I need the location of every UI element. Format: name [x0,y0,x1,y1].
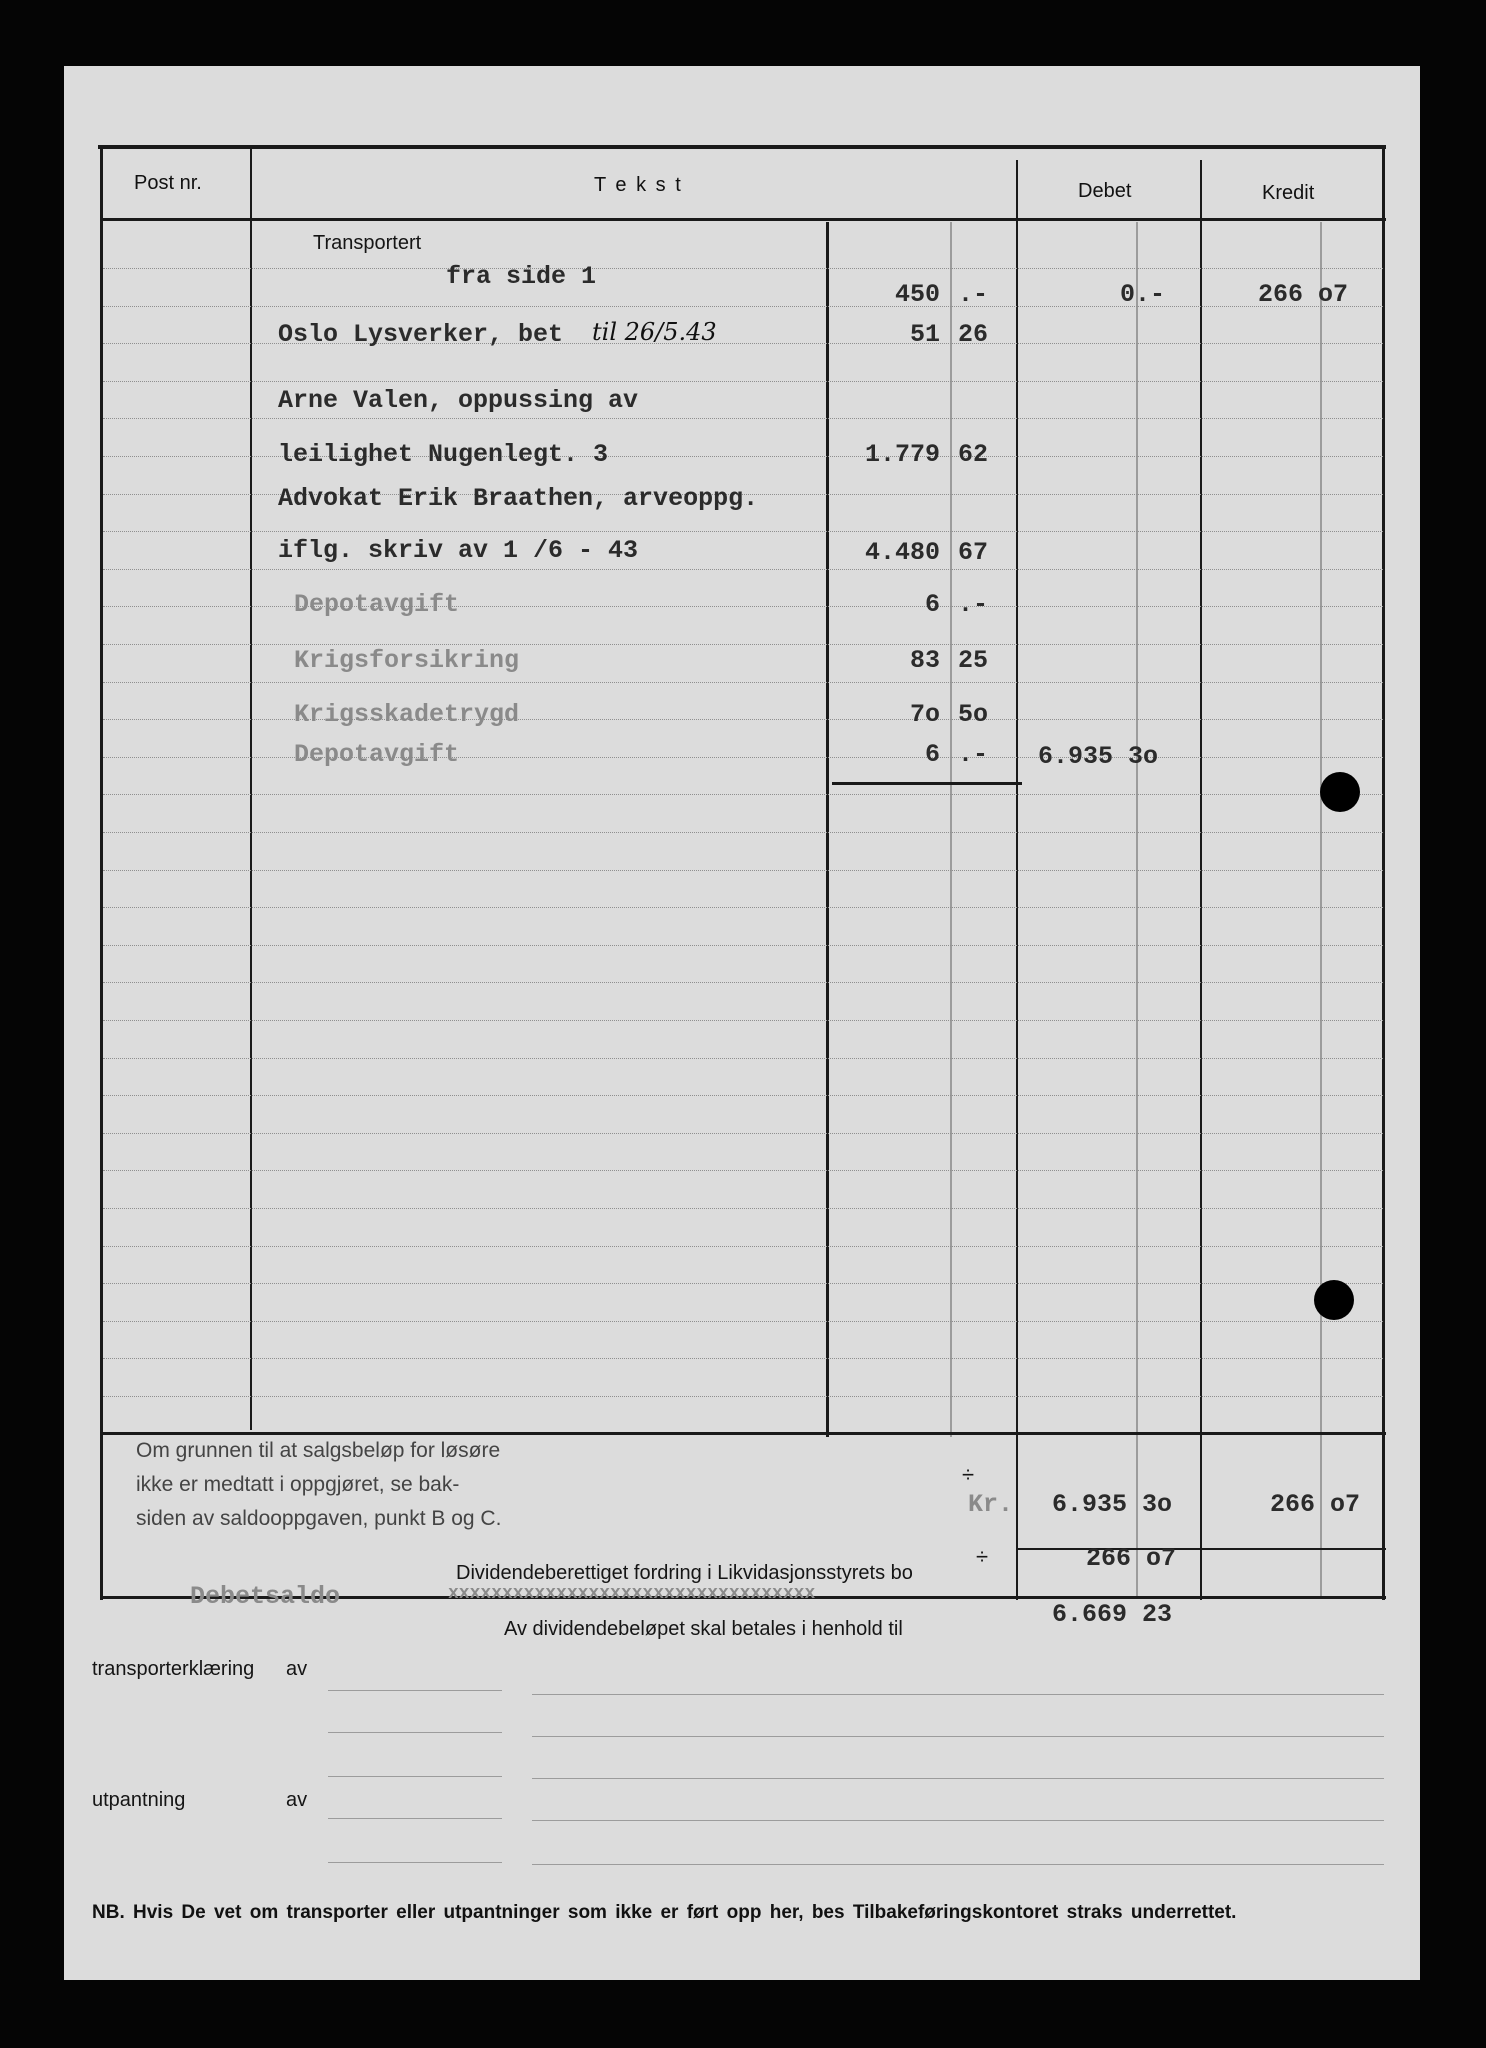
signature-line [532,1820,1384,1821]
signature-line [532,1778,1384,1779]
signature-line [328,1690,502,1691]
ruled-line [103,418,1383,419]
ruled-line [103,306,1383,307]
total-debet: 6.935 3o [1052,1490,1173,1519]
ruled-line [103,381,1383,382]
av-label: av [286,1789,308,1811]
entry-kr: 1.779 [864,440,940,469]
entry-ore: 5o [958,700,989,729]
strikeout-text: xxxxxxxxxxxxxxxxxxxxxxxxxxxxxxxxxx [448,1584,816,1604]
entry-text: Advokat Erik Braathen, arveoppg. [278,484,759,513]
entry-text: fra side 1 [446,262,597,291]
ruled-line [103,1170,1383,1171]
ruled-line [103,531,1383,532]
entry-ore: .- [958,740,989,769]
ruled-line [103,1095,1383,1096]
ruled-line [103,1020,1383,1021]
signature-line [328,1862,502,1863]
ruled-line [103,1396,1383,1397]
debet-ore-divider [1136,222,1138,1597]
left-border [100,145,103,1600]
dividend-label: Dividendeberettiget fordring i Likvidasjonsstyrets bo [456,1562,913,1584]
ruled-line [103,1208,1383,1209]
sum-debet: 6.935 3o [1038,742,1159,771]
total-kredit: 266 o7 [1270,1490,1361,1519]
entry-ore: 67 [958,538,989,567]
entry-ore: 25 [958,646,989,675]
table-top-rule [98,145,1386,149]
punch-hole [1314,1280,1354,1320]
minus-kredit: 266 o7 [1086,1544,1177,1573]
inner-ore-divider [950,222,952,1437]
entry-handwritten-note: til 26/5.43 [592,318,717,346]
entry-kr: 6 [924,740,940,769]
entry-text: Depotavgift [294,590,460,619]
entry-ore: 26 [958,320,989,349]
divide-sign: ÷ [962,1462,975,1487]
form-page [64,66,1420,1980]
ruled-line [103,870,1383,871]
ruled-line [103,1358,1383,1359]
transport-kredit: 266 o7 [1258,280,1349,309]
utpantning-label: utpantning [92,1789,186,1811]
av-dividende-label: Av dividendebeløpet skal betales i henhold til [504,1618,903,1640]
signature-line [328,1818,502,1819]
ruled-line [103,268,1383,269]
signature-line [532,1864,1384,1865]
tekst-col-divider [1016,160,1018,1600]
header-post-nr: Post nr. [134,172,202,194]
entry-kr: 4.480 [864,538,940,567]
kr-label: Kr. [968,1490,1014,1519]
nb-notice: NB. Hvis De vet om transporter eller utpantninger som ikke er ført opp her, bes Tilbakeføringskontoret straks underrettet. [92,1902,1237,1923]
entry-text: leilighet Nugenlegt. 3 [278,440,609,469]
ruled-line [103,682,1383,683]
ruled-line [103,945,1383,946]
ruled-line [103,794,1383,795]
note-line: ikke er medtatt i oppgjøret, se bak- [136,1473,460,1496]
subtotal-rule [1016,1548,1386,1550]
signature-line [328,1776,502,1777]
header-kredit: Kredit [1262,182,1315,204]
entry-text: Krigsskadetrygd [294,700,520,729]
entry-kr: 450 [894,280,940,309]
transporterklaering-label: transporterklæring [92,1658,255,1680]
note-line: Om grunnen til at salgsbeløp for løsøre [136,1439,501,1462]
entry-kr: 7o [909,700,940,729]
entry-text: Depotavgift [294,740,460,769]
kredit-ore-divider [1320,222,1322,1597]
ruled-line [103,1283,1383,1284]
ruled-line [103,1133,1383,1134]
entry-kr: 83 [909,646,940,675]
entry-ore: 62 [958,440,989,469]
header-bottom-rule [100,218,1386,221]
ruled-line [103,569,1383,570]
post-col-divider [250,145,252,1430]
header-tekst: T e k s t [594,174,683,196]
entry-text: Oslo Lysverker, bet [278,320,564,349]
punch-hole [1320,772,1360,812]
plus-sign: ÷ [976,1544,989,1569]
ruled-line [103,832,1383,833]
note-line: siden av saldooppgaven, punkt B og C. [136,1507,502,1530]
inner-amount-divider [826,222,829,1437]
ruled-line [103,1246,1383,1247]
transportert-label: Transportert [313,232,422,254]
entry-kr: 6 [924,590,940,619]
ruled-line [103,1058,1383,1059]
ruled-line [103,907,1383,908]
entry-kr: 51 [909,320,940,349]
header-debet: Debet [1078,180,1132,202]
entry-text: Krigsforsikring [294,646,520,675]
signature-line [328,1732,502,1733]
av-label: av [286,1658,308,1680]
debetsaldo-label: Debetsaldo [190,1582,341,1611]
right-border [1382,145,1385,1600]
transport-debet: 0.- [1120,280,1166,309]
ruled-line [103,982,1383,983]
entry-text: iflg. skriv av 1 /6 - 43 [278,536,639,565]
ruled-line [103,644,1383,645]
debet-col-divider [1200,160,1202,1600]
signature-line [532,1736,1384,1737]
entry-text: Arne Valen, oppussing av [278,386,639,415]
sum-rule [832,782,1022,785]
ruled-line [103,1321,1383,1322]
signature-line [532,1694,1384,1695]
saldo-amount: 6.669 23 [1052,1600,1173,1629]
entry-ore: .- [958,280,989,309]
entry-ore: .- [958,590,989,619]
